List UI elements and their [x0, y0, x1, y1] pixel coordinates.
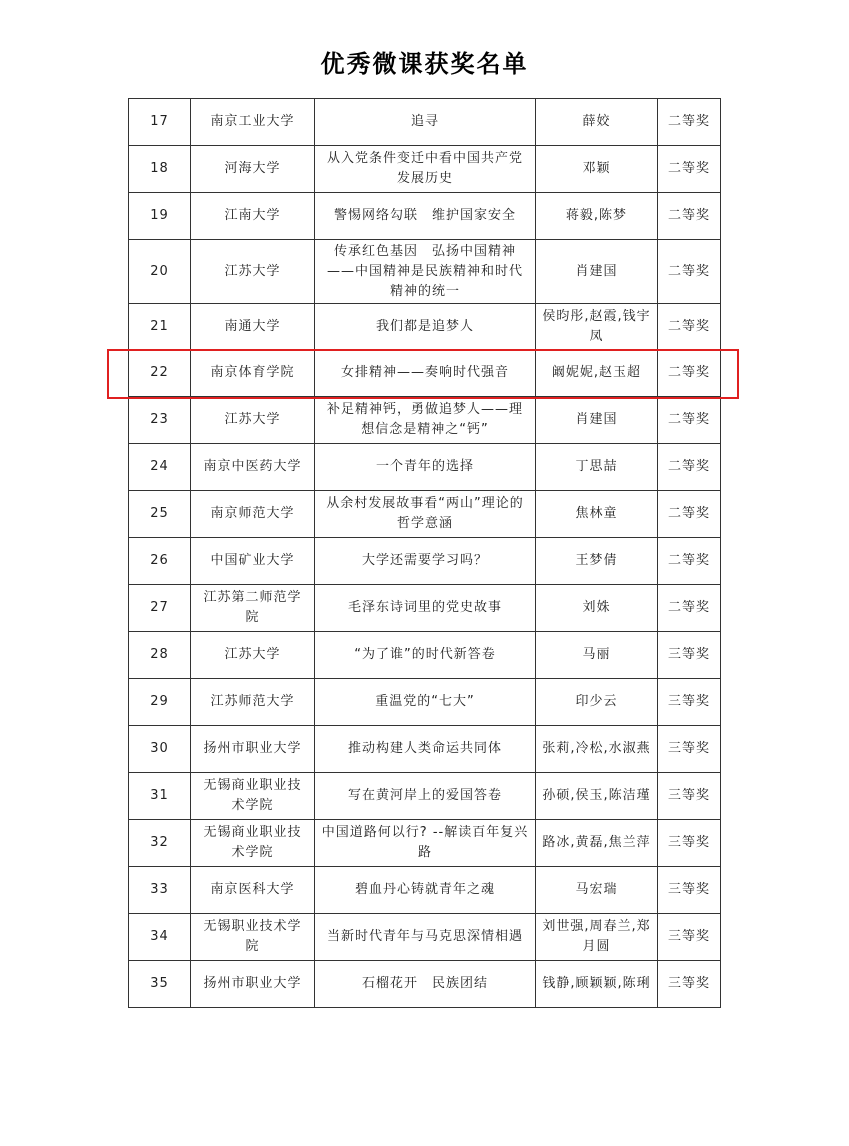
- cell-award: 二等奖: [658, 397, 721, 444]
- cell-author: 阚妮妮,赵玉超: [536, 350, 658, 397]
- cell-school: 扬州市职业大学: [191, 726, 315, 773]
- cell-number: 26: [129, 538, 191, 585]
- cell-work-title: 重温党的“七大”: [315, 679, 536, 726]
- cell-school: 南京工业大学: [191, 99, 315, 146]
- cell-author: 丁思喆: [536, 444, 658, 491]
- cell-author: 刘姝: [536, 585, 658, 632]
- table-row: [129, 538, 721, 585]
- cell-award: 二等奖: [658, 240, 721, 304]
- cell-work-title: 写在黄河岸上的爱国答卷: [315, 773, 536, 820]
- cell-work-title: 传承红色基因 弘扬中国精神——中国精神是民族精神和时代精神的统一: [315, 240, 536, 304]
- cell-work-title: 推动构建人类命运共同体: [315, 726, 536, 773]
- cell-work-title: 石榴花开 民族团结: [315, 961, 536, 1008]
- cell-award: 二等奖: [658, 444, 721, 491]
- cell-number: 20: [129, 240, 191, 304]
- cell-school: 南京师范大学: [191, 491, 315, 538]
- table-row: [129, 99, 721, 146]
- cell-author: 马丽: [536, 632, 658, 679]
- cell-school: 江苏第二师范学院: [191, 585, 315, 632]
- cell-work-title: 补足精神钙，勇做追梦人——理想信念是精神之“钙”: [315, 397, 536, 444]
- page-title: 优秀微课获奖名单: [320, 50, 529, 78]
- cell-author: 王梦倩: [536, 538, 658, 585]
- cell-school: 江苏大学: [191, 397, 315, 444]
- cell-school: 南京医科大学: [191, 867, 315, 914]
- cell-number: 17: [129, 99, 191, 146]
- cell-award: 三等奖: [658, 914, 721, 961]
- cell-school: 无锡商业职业技术学院: [191, 820, 315, 867]
- table-row: [129, 350, 721, 397]
- cell-award: 二等奖: [658, 350, 721, 397]
- cell-award: 三等奖: [658, 773, 721, 820]
- table-row: [129, 914, 721, 961]
- cell-work-title: 追寻: [315, 99, 536, 146]
- table-row: [129, 146, 721, 193]
- cell-number: 34: [129, 914, 191, 961]
- cell-author: 张莉,冷松,水淑燕: [536, 726, 658, 773]
- table-row: [129, 773, 721, 820]
- cell-author: 孙硕,侯玉,陈洁瑾: [536, 773, 658, 820]
- cell-award: 二等奖: [658, 491, 721, 538]
- table-row: [129, 304, 721, 350]
- cell-author: 马宏瑞: [536, 867, 658, 914]
- cell-work-title: 当新时代青年与马克思深情相遇: [315, 914, 536, 961]
- cell-author: 邓颖: [536, 146, 658, 193]
- cell-school: 江苏大学: [191, 632, 315, 679]
- cell-number: 18: [129, 146, 191, 193]
- cell-author: 印少云: [536, 679, 658, 726]
- cell-award: 三等奖: [658, 867, 721, 914]
- cell-number: 33: [129, 867, 191, 914]
- awards-table: [128, 98, 721, 1008]
- cell-award: 三等奖: [658, 820, 721, 867]
- table-row: [129, 726, 721, 773]
- cell-author: 肖建国: [536, 240, 658, 304]
- table-row: [129, 820, 721, 867]
- cell-author: 薛姣: [536, 99, 658, 146]
- cell-author: 侯昀彤,赵霞,钱宇凤: [536, 304, 658, 350]
- table-row: [129, 632, 721, 679]
- cell-school: 无锡商业职业技术学院: [191, 773, 315, 820]
- table-row: [129, 867, 721, 914]
- cell-work-title: 碧血丹心铸就青年之魂: [315, 867, 536, 914]
- cell-school: 中国矿业大学: [191, 538, 315, 585]
- cell-number: 35: [129, 961, 191, 1008]
- cell-work-title: 女排精神——奏响时代强音: [315, 350, 536, 397]
- cell-number: 29: [129, 679, 191, 726]
- cell-author: 焦林童: [536, 491, 658, 538]
- cell-number: 28: [129, 632, 191, 679]
- cell-number: 31: [129, 773, 191, 820]
- cell-work-title: 毛泽东诗词里的党史故事: [315, 585, 536, 632]
- cell-work-title: 我们都是追梦人: [315, 304, 536, 350]
- cell-number: 23: [129, 397, 191, 444]
- cell-school: 江南大学: [191, 193, 315, 240]
- cell-award: 二等奖: [658, 304, 721, 350]
- cell-award: 三等奖: [658, 679, 721, 726]
- cell-school: 江苏师范大学: [191, 679, 315, 726]
- cell-award: 三等奖: [658, 632, 721, 679]
- cell-number: 22: [129, 350, 191, 397]
- cell-work-title: 一个青年的选择: [315, 444, 536, 491]
- table-row: [129, 585, 721, 632]
- cell-school: 南京中医药大学: [191, 444, 315, 491]
- cell-number: 24: [129, 444, 191, 491]
- cell-school: 扬州市职业大学: [191, 961, 315, 1008]
- table-row: [129, 491, 721, 538]
- cell-award: 二等奖: [658, 99, 721, 146]
- table-row: [129, 679, 721, 726]
- cell-work-title: 从入党条件变迁中看中国共产党发展历史: [315, 146, 536, 193]
- cell-school: 南京体育学院: [191, 350, 315, 397]
- cell-number: 30: [129, 726, 191, 773]
- cell-number: 19: [129, 193, 191, 240]
- cell-school: 南通大学: [191, 304, 315, 350]
- cell-award: 二等奖: [658, 193, 721, 240]
- table-row: [129, 444, 721, 491]
- cell-award: 二等奖: [658, 538, 721, 585]
- cell-award: 二等奖: [658, 146, 721, 193]
- table-row: [129, 397, 721, 444]
- awards-table-body: [129, 99, 721, 1008]
- cell-work-title: “为了谁”的时代新答卷: [315, 632, 536, 679]
- cell-number: 25: [129, 491, 191, 538]
- cell-work-title: 从余村发展故事看“两山”理论的哲学意涵: [315, 491, 536, 538]
- table-row: [129, 961, 721, 1008]
- cell-work-title: 大学还需要学习吗？: [315, 538, 536, 585]
- cell-award: 三等奖: [658, 726, 721, 773]
- cell-award: 三等奖: [658, 961, 721, 1008]
- cell-work-title: 警惕网络勾联 维护国家安全: [315, 193, 536, 240]
- cell-number: 21: [129, 304, 191, 350]
- cell-number: 32: [129, 820, 191, 867]
- cell-school: 无锡职业技术学院: [191, 914, 315, 961]
- cell-school: 河海大学: [191, 146, 315, 193]
- table-row: [129, 240, 721, 304]
- cell-author: 路冰,黄磊,焦兰萍: [536, 820, 658, 867]
- cell-work-title: 中国道路何以行? --解读百年复兴路: [315, 820, 536, 867]
- cell-school: 江苏大学: [191, 240, 315, 304]
- cell-number: 27: [129, 585, 191, 632]
- cell-author: 刘世强,周春兰,郑月圆: [536, 914, 658, 961]
- cell-author: 肖建国: [536, 397, 658, 444]
- table-row: [129, 193, 721, 240]
- cell-author: 钱静,顾颖颖,陈琍: [536, 961, 658, 1008]
- cell-author: 蒋毅,陈梦: [536, 193, 658, 240]
- cell-award: 二等奖: [658, 585, 721, 632]
